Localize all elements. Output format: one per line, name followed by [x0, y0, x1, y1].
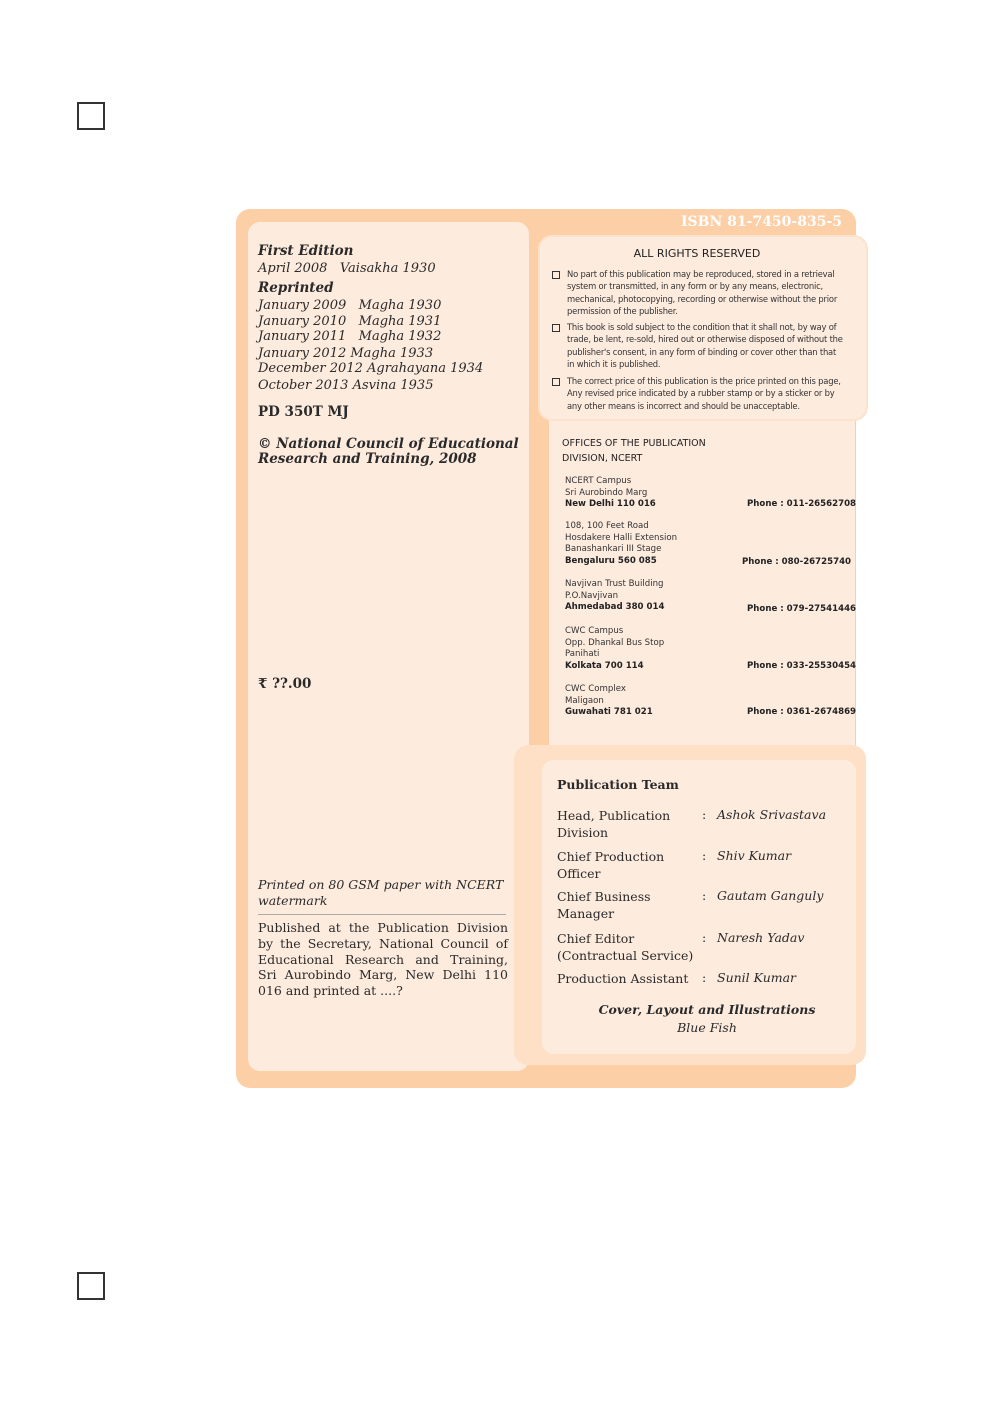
team-member-name: Shiv Kumar [717, 848, 792, 863]
price: ₹ ??.00 [258, 676, 312, 692]
separator: : [702, 848, 707, 863]
reprint-date: January 2011 Magha 1932 [258, 329, 442, 344]
team-member-name: Sunil Kumar [717, 970, 797, 985]
office-address: CWC Campus Opp. Dhankal Bus Stop Panihati Kolkata 700 114 [565, 626, 665, 672]
reprint-date: January 2012 Magha 1933 [258, 346, 434, 361]
office-phone: Phone : 079-27541446 [747, 604, 857, 614]
office-phone: Phone : 033-25530454 [747, 661, 857, 671]
copyright-line: Research and Training, 2008 [258, 451, 477, 467]
office-phone: Phone : 011-26562708 [747, 499, 857, 509]
team-member-name: Ashok Srivastava [717, 807, 827, 822]
first-edition-date: April 2008 Vaisakha 1930 [258, 261, 436, 276]
offices-heading: OFFICES OF THE PUBLICATION [562, 438, 706, 449]
reprint-date: January 2010 Magha 1931 [258, 314, 442, 329]
team-role: Chief Production Officer [557, 849, 665, 881]
cover-credit-label: Cover, Layout and Illustrations [598, 1002, 816, 1017]
rights-item: This book is sold subject to the condition that it shall not, by way of trade, be lent, re-sold, hired out or otherwise disposed of without the publisher's consent, in any form of binding or cover other than that in which it is published. [567, 322, 843, 369]
publication-code: PD 350T MJ [258, 404, 349, 420]
reprint-date: December 2012 Agrahayana 1934 [258, 361, 484, 376]
reprint-date: October 2013 Asvina 1935 [258, 378, 434, 393]
office-address: 108, 100 Feet Road Hosdakere Halli Extension Banashankari III Stage Bengaluru 560 085 [565, 521, 678, 567]
divider [258, 914, 506, 915]
copyright-line: © National Council of Educational [258, 436, 519, 452]
separator: : [702, 807, 707, 822]
checkbox-bullet-icon [552, 271, 560, 279]
separator: : [702, 888, 707, 903]
team-role: Chief Editor (Contractual Service) [557, 931, 694, 963]
crop-mark-bottom [77, 1272, 105, 1300]
rights-title: ALL RIGHTS RESERVED [633, 247, 761, 260]
office-address: Navjivan Trust Building P.O.Navjivan Ahmedabad 380 014 [565, 579, 665, 613]
office-phone: Phone : 080-26725740 [742, 557, 852, 567]
office-address: NCERT Campus Sri Aurobindo Marg New Delhi 110 016 [565, 476, 656, 510]
publisher-note: Published at the Publication Division by the Secretary, National Council of Educational Research and Training, Sri Aurobindo Marg, New Delhi 110 016 and printed at ....? [258, 920, 508, 999]
rights-item: The correct price of this publication is the price printed on this page, Any revised price indicated by a rubber stamp or by a sticker or by any other means is incorrect and should be unacceptable. [567, 376, 841, 411]
office-phone: Phone : 0361-2674869 [747, 707, 857, 717]
isbn: ISBN 81-7450-835-5 [680, 214, 842, 230]
paper-note: Printed on 80 GSM paper with NCERT watermark [258, 877, 504, 908]
separator: : [702, 930, 707, 945]
team-role: Chief Business Manager [557, 889, 651, 921]
reprint-date: January 2009 Magha 1930 [258, 298, 442, 313]
team-title: Publication Team [557, 777, 679, 792]
reprinted-label: Reprinted [258, 280, 334, 296]
checkbox-bullet-icon [552, 378, 560, 386]
rights-item: No part of this publication may be reproduced, stored in a retrieval system or transmitted, in any form or by any means, electronic, mechanical, photocopying, recording or otherwise without the prior permission of the publisher. [567, 269, 838, 316]
offices-heading: DIVISION, NCERT [562, 453, 643, 464]
team-role: Production Assistant [557, 971, 689, 986]
team-role: Head, Publication Division [557, 808, 671, 840]
cover-credit-name: Blue Fish [677, 1020, 737, 1035]
separator: : [702, 970, 707, 985]
first-edition-label: First Edition [258, 243, 354, 259]
crop-mark-top [77, 102, 105, 130]
checkbox-bullet-icon [552, 324, 560, 332]
office-address: CWC Complex Maligaon Guwahati 781 021 [565, 684, 653, 718]
team-member-name: Naresh Yadav [717, 930, 805, 945]
team-member-name: Gautam Ganguly [717, 888, 824, 903]
